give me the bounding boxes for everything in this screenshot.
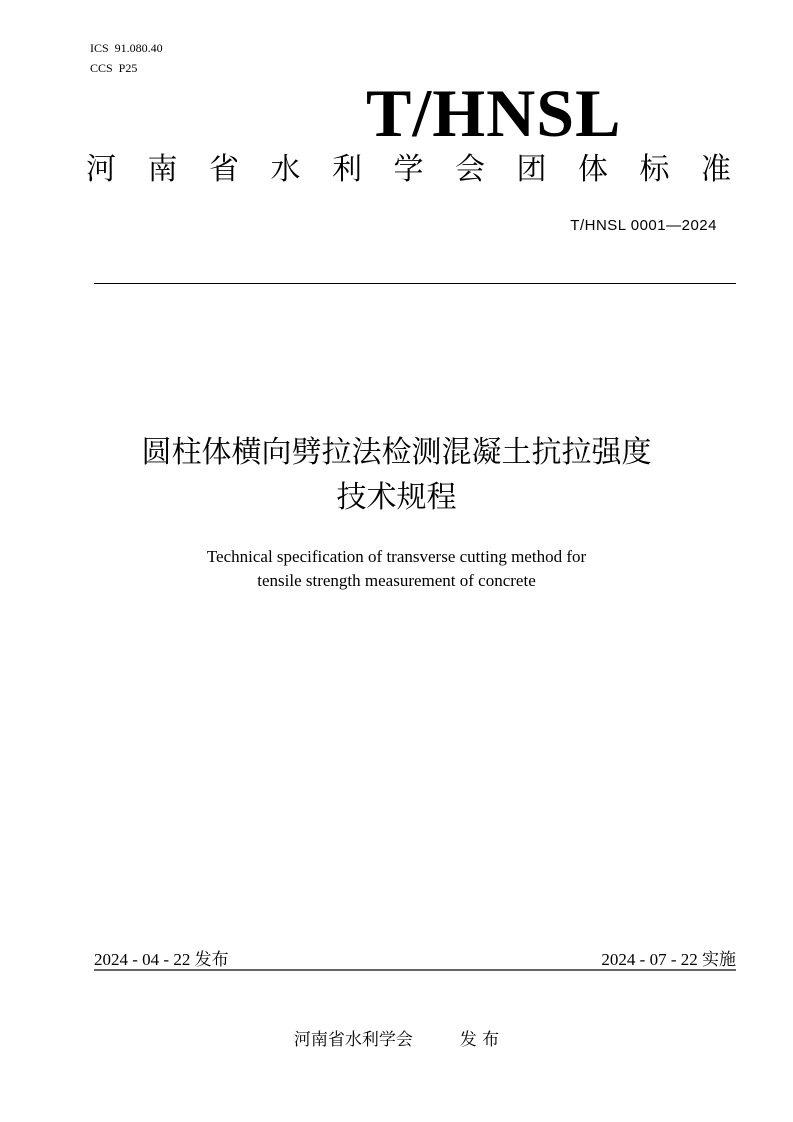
organization-standard-title	[86, 150, 731, 190]
title-zh-line2: 技术规程	[336, 480, 457, 515]
org-char: 体	[578, 152, 608, 187]
footer-divider	[94, 969, 736, 971]
publisher-line	[0, 1025, 793, 1050]
header-divider	[94, 283, 736, 284]
ccs-code: CCS P25	[90, 61, 138, 75]
org-char: 准	[701, 152, 731, 187]
publish-label: 发 布	[459, 1030, 500, 1050]
org-char: 省	[209, 152, 239, 187]
standard-number: T/HNSL 0001—2024	[570, 217, 717, 234]
org-char: 利	[332, 152, 362, 187]
org-char: 南	[147, 152, 178, 187]
standard-logo: T/HNSL	[366, 75, 622, 151]
classification-codes	[90, 38, 163, 78]
issue-date: 2024 - 04 - 22 发布	[94, 950, 229, 969]
org-char: 会	[455, 152, 485, 187]
org-char: 水	[270, 152, 301, 187]
org-char: 学	[393, 152, 424, 187]
implementation-date: 2024 - 07 - 22 实施	[601, 950, 736, 969]
org-char: 团	[516, 152, 547, 187]
org-char: 河	[86, 152, 116, 187]
title-zh-line1: 圆柱体横向劈拉法检测混凝土抗拉强度	[141, 435, 652, 470]
publisher-name: 河南省水利学会	[293, 1030, 413, 1050]
title-en-line1: Technical specification of transverse cutting method for	[206, 547, 587, 566]
org-char: 标	[639, 152, 670, 187]
title-en-line2: tensile strength measurement of concrete	[257, 571, 536, 590]
ics-code: ICS 91.080.40	[90, 41, 163, 55]
